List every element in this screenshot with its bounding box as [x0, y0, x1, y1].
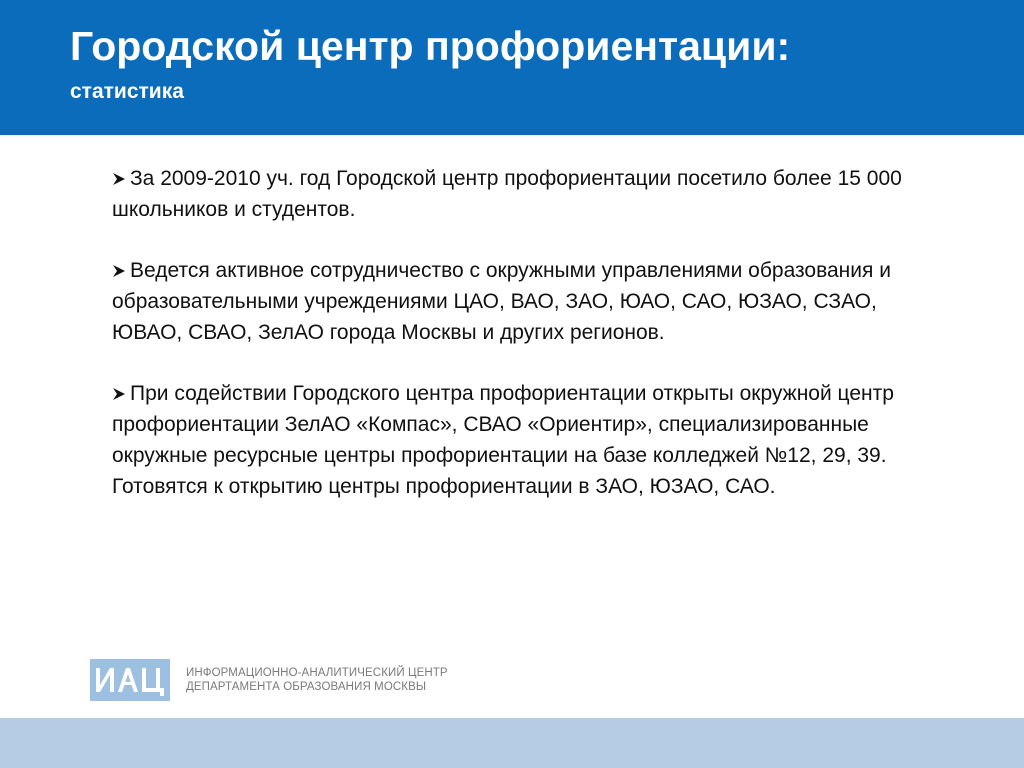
bullet-paragraph [112, 378, 912, 502]
bullet-list [112, 163, 912, 532]
slide-subtitle: статистика [70, 80, 184, 103]
slide-footer-band [0, 718, 1024, 768]
bullet-paragraph [112, 255, 912, 348]
slide-title: Городской центр профориентации: [70, 23, 791, 69]
bullet-paragraph [112, 163, 912, 225]
bullet-text: При содействии Городского центра профориентации открыты окружной центр профориентации ЗелАО «Компас», СВАО «Ориентир», специализированные окружные ресурсные центры профориентации на базе колледжей №12, 29, 39. Готовятся к открытию центры профориентации в ЗАО, ЮЗАО, САО. [112, 382, 894, 498]
organization-name-line2: ДЕПАРТАМЕНТА ОБРАЗОВАНИЯ МОСКВЫ [186, 681, 427, 693]
organization-name [186, 666, 448, 694]
arrowhead-bullet-icon [112, 264, 128, 278]
iac-logo-mark [90, 659, 170, 701]
arrowhead-bullet-icon [112, 387, 128, 401]
slide-header [0, 0, 1024, 135]
organization-name-line1: ИНФОРМАЦИОННО-АНАЛИТИЧЕСКИЙ ЦЕНТР [186, 667, 448, 679]
bullet-text: За 2009-2010 уч. год Городской центр профориентации посетило более 15 000 школьников и студентов. [112, 167, 902, 221]
arrowhead-bullet-icon [112, 172, 128, 186]
bullet-text: Ведется активное сотрудничество с окружными управлениями образования и образовательными учреждениями ЦАО, ВАО, ЗАО, ЮАО, САО, ЮЗАО, СЗАО, ЮВАО, СВАО, ЗелАО города Москвы и других регионов. [112, 259, 891, 344]
